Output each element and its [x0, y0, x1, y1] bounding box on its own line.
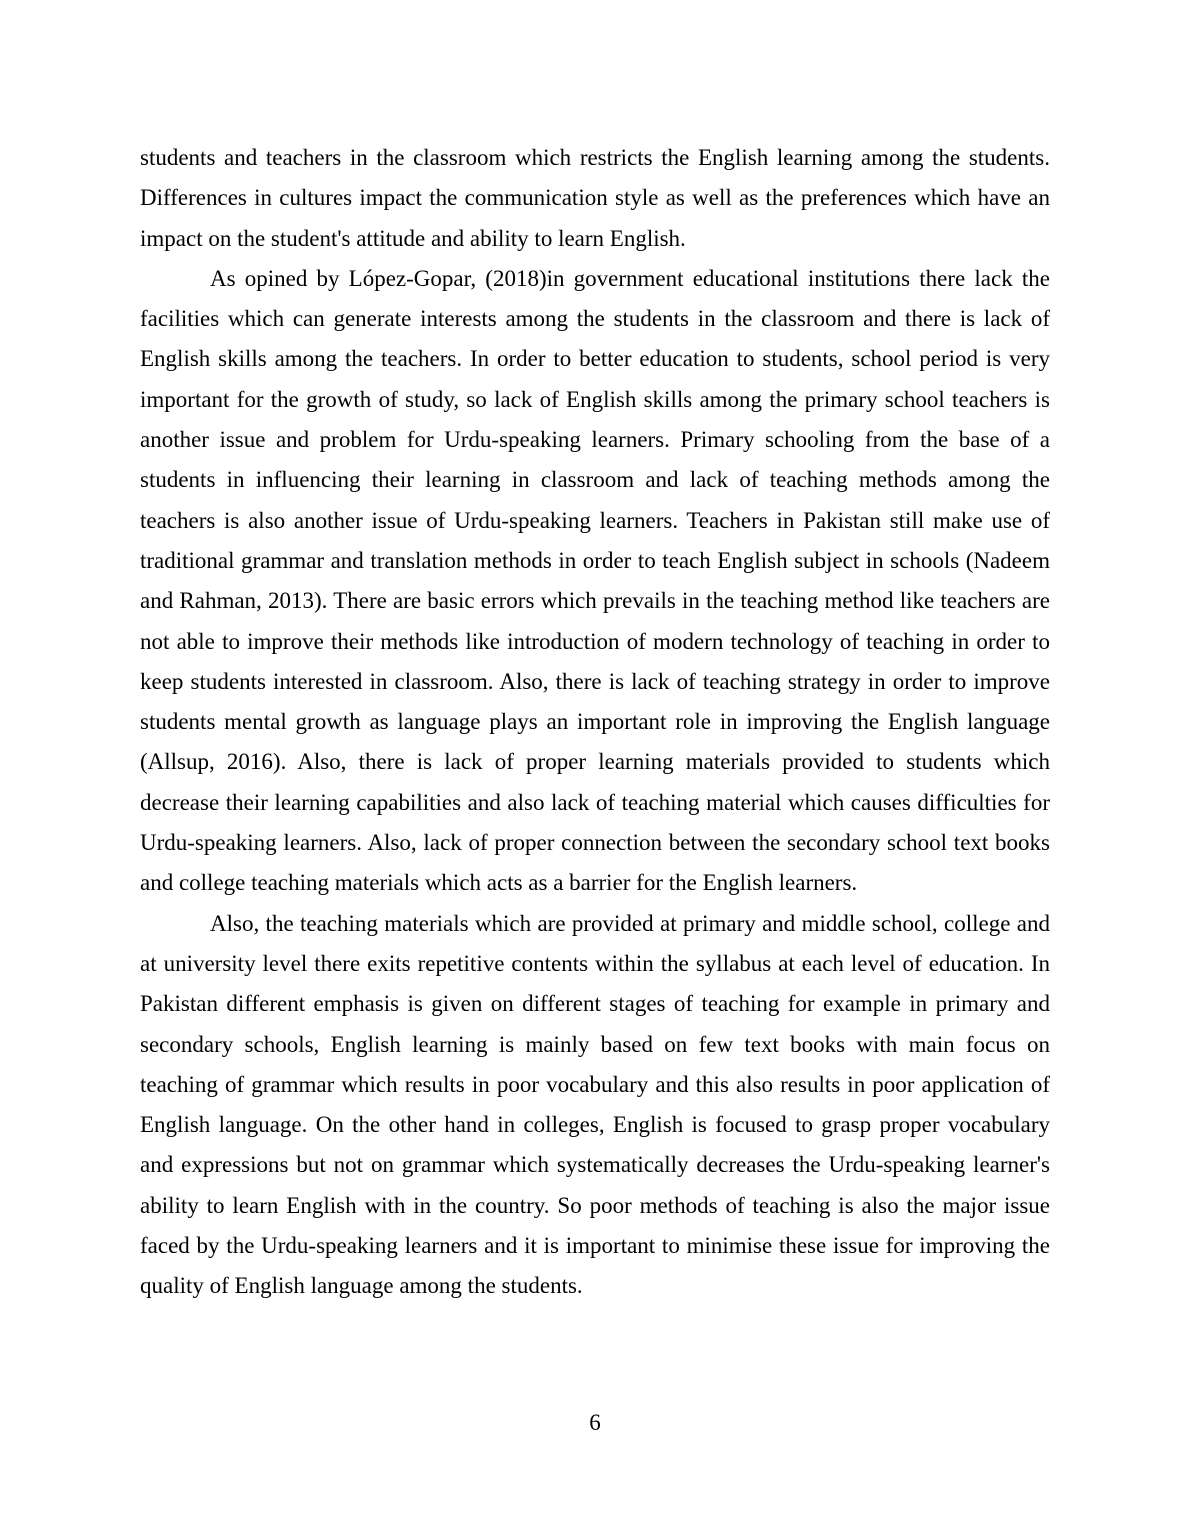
paragraph: As opined by López-Gopar, (2018)in government educational institutions there lack the facilities which can generate interests among the students in the classroom and there is lack of English skills among the teachers. In order to better education to students, school period is very important for the growth of study, so lack of English skills among the primary school teachers is another issue and problem for Urdu-speaking learners. Primary schooling from the base of a students in influencing their learning in classroom and lack of teaching methods among the teachers is also another issue of Urdu-speaking learners. Teachers in Pakistan still make use of traditional grammar and translation methods in order to teach English subject in schools (Nadeem and Rahman, 2013). There are basic errors which prevails in the teaching method like teachers are not able to improve their methods like introduction of modern technology of teaching in order to keep students interested in classroom. Also, there is lack of teaching strategy in order to improve students mental growth as language plays an important role in improving the English language (Allsup, 2016). Also, there is lack of proper learning materials provided to students which decrease their learning capabilities and also lack of teaching material which causes difficulties for Urdu-speaking learners. Also, lack of proper connection between the secondary school text books and college teaching materials which acts as a barrier for the English learners.: [140, 265, 1050, 896]
paragraph: Also, the teaching materials which are provided at primary and middle school, college and at university level there exits repetitive contents within the syllabus at each level of education. In Pakistan different emphasis is given on different stages of teaching for example in primary and secondary schools, English learning is mainly based on few text books with main focus on teaching of grammar which results in poor vocabulary and this also results in poor application of English language. On the other hand in colleges, English is focused to grasp proper vocabulary and expressions but not on grammar which systematically decreases the Urdu-speaking learner's ability to learn English with in the country. So poor methods of teaching is also the major issue faced by the Urdu-speaking learners and it is important to minimise these issue for improving the quality of English language among the students.: [140, 910, 1050, 1299]
page-body: [140, 138, 1050, 1307]
page-number: 6: [589, 1410, 601, 1435]
paragraph-continuation: students and teachers in the classroom which restricts the English learning among the students. Differences in cultures impact the communication style as well as the preferences which have an impact on the student's attitude and ability to learn English.: [140, 145, 1050, 251]
